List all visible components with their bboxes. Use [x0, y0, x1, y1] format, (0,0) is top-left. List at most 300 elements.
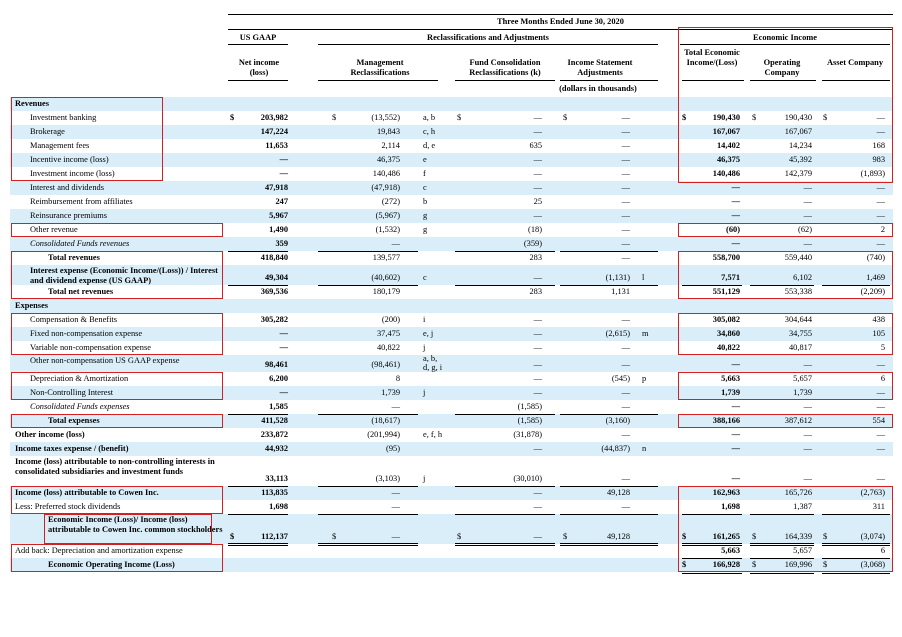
note-reference: e, j: [423, 329, 434, 338]
value-cell: (40,602): [371, 273, 400, 282]
dash-cell: —: [533, 169, 542, 178]
dash-cell: —: [621, 197, 630, 206]
subtotal-rule: [560, 486, 658, 487]
value-cell: 180,179: [372, 287, 400, 296]
ei-double-rule: [682, 573, 742, 574]
dash-cell: —: [876, 197, 885, 206]
value-cell: 554: [872, 416, 885, 425]
value-cell: 33,113: [265, 474, 288, 483]
row-label: Income taxes expense / (benefit): [15, 444, 129, 453]
subtotal-rule: [228, 251, 288, 252]
row-label: Less: Preferred stock dividends: [15, 502, 121, 511]
dollar-sign: $: [752, 532, 757, 541]
dollar-sign: $: [682, 560, 687, 569]
value-cell: (272): [381, 197, 400, 206]
value-cell: 11,653: [265, 141, 288, 150]
value-cell: 283: [529, 253, 542, 262]
dash-cell: —: [876, 388, 885, 397]
dash-cell: —: [876, 402, 885, 411]
col-asset-company: Asset Company: [826, 58, 884, 67]
value-cell: 164,339: [784, 532, 812, 541]
dollar-sign: $: [823, 560, 828, 569]
value-cell: (31,878): [513, 430, 542, 439]
value-cell: 1,585: [269, 402, 288, 411]
dash-cell: —: [533, 388, 542, 397]
subtotal-rule: [455, 285, 555, 286]
economic-income-header: Economic Income: [753, 33, 817, 42]
dash-cell: —: [876, 211, 885, 220]
value-cell: 162,963: [712, 488, 740, 497]
highlight-box: [11, 313, 223, 355]
dash-cell: —: [803, 183, 812, 192]
value-cell: (3,074): [860, 532, 885, 541]
value-cell: 190,430: [784, 113, 812, 122]
value-cell: 6: [880, 546, 885, 555]
dash-cell: —: [621, 253, 630, 262]
value-cell: 635: [529, 141, 542, 150]
value-cell: 165,726: [784, 488, 812, 497]
row-label: Other non-compensation US GAAP expense: [30, 356, 180, 365]
value-cell: (545): [611, 374, 630, 383]
dash-cell: —: [621, 155, 630, 164]
dash-cell: —: [533, 488, 542, 497]
value-cell: 5,663: [721, 546, 740, 555]
dash-cell: —: [731, 430, 740, 439]
dash-cell: —: [533, 273, 542, 282]
value-cell: (3,160): [605, 416, 630, 425]
value-cell: 2,114: [381, 141, 400, 150]
value-cell: (201,994): [367, 430, 400, 439]
value-cell: 168: [872, 141, 885, 150]
value-cell: 166,928: [712, 560, 740, 569]
dollar-sign: $: [230, 113, 235, 122]
subtotal-rule: [318, 251, 418, 252]
value-cell: 551,129: [712, 287, 740, 296]
col-mgmt-reclass: Management Reclassifications: [350, 58, 410, 77]
highlight-box: [678, 486, 893, 572]
dash-cell: —: [391, 402, 400, 411]
dash-cell: —: [876, 360, 885, 369]
value-cell: (1,585): [517, 402, 542, 411]
subtotal-rule: [228, 285, 288, 286]
row-label: Variable non-compensation expense: [30, 343, 151, 352]
dash-cell: —: [731, 402, 740, 411]
dollar-sign: $: [823, 532, 828, 541]
dash-cell: —: [621, 402, 630, 411]
dash-cell: —: [533, 374, 542, 383]
row-label: Economic Income (Loss)/ Income (loss) attributable to Cowen Inc. common stockholders: [48, 515, 223, 534]
dash-cell: —: [876, 444, 885, 453]
subtotal-rule: [228, 414, 288, 415]
value-cell: 553,338: [784, 287, 812, 296]
dash-cell: —: [876, 113, 885, 122]
value-cell: 140,486: [712, 169, 740, 178]
highlight-box: [11, 223, 223, 237]
note-reference: c: [423, 183, 427, 192]
dash-cell: —: [803, 197, 812, 206]
row-label: Compensation & Benefits: [30, 315, 117, 324]
value-cell: (2,615): [605, 329, 630, 338]
value-cell: 2: [880, 225, 885, 234]
dash-cell: —: [621, 141, 630, 150]
value-cell: 190,430: [712, 113, 740, 122]
value-cell: 147,224: [260, 127, 288, 136]
dash-cell: —: [533, 502, 542, 511]
highlight-box: [678, 313, 893, 355]
highlight-box: [11, 372, 223, 400]
dash-cell: —: [533, 315, 542, 324]
dash-cell: —: [803, 430, 812, 439]
dash-cell: —: [876, 183, 885, 192]
value-cell: 359: [275, 239, 288, 248]
value-cell: (47,918): [371, 183, 400, 192]
value-cell: 44,932: [264, 444, 288, 453]
row-label: Consolidated Funds revenues: [30, 239, 130, 248]
value-cell: 139,577: [372, 253, 400, 262]
note-reference: e: [423, 155, 427, 164]
dash-cell: —: [533, 113, 542, 122]
dash-cell: —: [731, 360, 740, 369]
highlight-box: [678, 27, 893, 183]
subtotal-rule: [318, 514, 418, 515]
value-cell: 388,166: [712, 416, 740, 425]
highlight-box: [44, 514, 212, 544]
value-cell: (18): [528, 225, 542, 234]
highlight-box: [11, 414, 223, 428]
dash-cell: —: [391, 532, 400, 541]
dash-cell: —: [621, 360, 630, 369]
value-cell: 49,304: [264, 273, 288, 282]
subtotal-rule: [228, 486, 288, 487]
note-reference: n: [642, 444, 647, 453]
value-cell: (1,893): [860, 169, 885, 178]
row-label: Investment income (loss): [30, 169, 115, 178]
value-cell: 113,835: [261, 488, 288, 497]
row-label: Total net revenues: [48, 287, 114, 296]
note-reference: g: [423, 211, 428, 220]
note-reference: j: [423, 474, 426, 483]
dash-cell: —: [803, 474, 812, 483]
value-cell: 14,234: [788, 141, 812, 150]
value-cell: 40,822: [716, 343, 740, 352]
dollar-sign: $: [823, 113, 828, 122]
dollar-sign: $: [752, 113, 757, 122]
dash-cell: —: [621, 211, 630, 220]
dash-cell: —: [533, 211, 542, 220]
value-cell: 34,755: [788, 329, 812, 338]
units-label: (dollars in thousands): [559, 84, 637, 93]
us-gaap-header: US GAAP: [239, 33, 277, 42]
row-label: Total expenses: [48, 416, 100, 425]
row-label: Consolidated Funds expenses: [30, 402, 130, 411]
value-cell: 45,392: [788, 155, 812, 164]
value-cell: 167,067: [712, 127, 740, 136]
dollar-sign: $: [752, 560, 757, 569]
highlight-box: [678, 372, 893, 400]
subtotal-rule: [455, 414, 555, 415]
value-cell: (44,837): [601, 444, 630, 453]
value-cell: 438: [872, 315, 885, 324]
value-cell: 559,440: [784, 253, 812, 262]
value-cell: 283: [529, 287, 542, 296]
dash-cell: —: [533, 360, 542, 369]
dash-cell: —: [391, 502, 400, 511]
highlight-box: [678, 251, 893, 299]
value-cell: 37,475: [376, 329, 400, 338]
value-cell: 233,872: [260, 430, 288, 439]
subtotal-rule: [455, 251, 555, 252]
value-cell: 411,528: [261, 416, 288, 425]
value-cell: 1,698: [269, 502, 288, 511]
value-cell: 1,739: [381, 388, 400, 397]
value-cell: 983: [872, 155, 885, 164]
value-cell: 311: [872, 502, 885, 511]
value-cell: 140,486: [372, 169, 400, 178]
row-label: Investment banking: [30, 113, 97, 122]
value-cell: 142,379: [784, 169, 812, 178]
value-cell: 105: [872, 329, 885, 338]
note-reference: m: [642, 329, 649, 338]
row-label: Other revenue: [30, 225, 78, 234]
dash-cell: —: [731, 444, 740, 453]
value-cell: (5,967): [375, 211, 400, 220]
dash-cell: —: [533, 343, 542, 352]
note-reference: j: [423, 343, 426, 352]
highlight-box: [11, 97, 163, 181]
dash-cell: —: [731, 197, 740, 206]
value-cell: (95): [386, 444, 400, 453]
value-cell: 47,918: [264, 183, 288, 192]
row-label: Income (loss) attributable to Cowen Inc.: [15, 488, 159, 497]
subtotal-rule: [455, 486, 555, 487]
dash-cell: —: [876, 239, 885, 248]
dash-cell: —: [533, 532, 542, 541]
value-cell: (30,010): [513, 474, 542, 483]
dash-cell: —: [533, 183, 542, 192]
value-cell: 5,657: [793, 374, 812, 383]
value-cell: 6,102: [793, 273, 812, 282]
value-cell: 112,137: [261, 532, 288, 541]
value-cell: 6: [880, 374, 885, 383]
dash-cell: —: [731, 474, 740, 483]
ei-double-rule: [750, 573, 814, 574]
value-cell: 1,469: [866, 273, 885, 282]
note-reference: b: [423, 197, 428, 206]
reclass-header: Reclassifications and Adjustments: [427, 33, 549, 42]
value-cell: (98,461): [371, 360, 400, 369]
value-cell: 34,860: [716, 329, 740, 338]
total-rule: [318, 543, 418, 544]
dash-cell: —: [621, 343, 630, 352]
value-cell: (13,552): [371, 113, 400, 122]
value-cell: 46,375: [716, 155, 740, 164]
total-rule: [318, 545, 418, 546]
note-reference: j: [423, 388, 426, 397]
note-reference: p: [642, 374, 647, 383]
row-label: Economic Operating Income (Loss): [48, 560, 175, 569]
value-cell: 1,131: [611, 287, 630, 296]
value-cell: 418,840: [260, 253, 288, 262]
dollar-sign: $: [332, 532, 337, 541]
dollar-sign: $: [457, 113, 462, 122]
dash-cell: —: [621, 127, 630, 136]
value-cell: (62): [798, 225, 812, 234]
period-title: Three Months Ended June 30, 2020: [497, 17, 624, 26]
row-label: Add back: Depreciation and amortization expense: [15, 546, 183, 555]
dollar-sign: $: [682, 532, 687, 541]
dash-cell: —: [533, 155, 542, 164]
value-cell: 304,644: [784, 315, 812, 324]
row-label: Income (loss) attributable to non-controlling interests in consolidated subsidiaries and investment funds: [15, 457, 215, 476]
value-cell: 5,663: [721, 374, 740, 383]
value-cell: 8: [395, 374, 400, 383]
row-label: Interest and dividends: [30, 183, 104, 192]
value-cell: (740): [866, 253, 885, 262]
dash-cell: —: [621, 183, 630, 192]
dash-cell: —: [876, 474, 885, 483]
value-cell: (60): [726, 225, 740, 234]
total-rule: [455, 545, 555, 546]
value-cell: 5: [880, 343, 885, 352]
dollar-sign: $: [332, 113, 337, 122]
row-label: Other income (loss): [15, 430, 85, 439]
dash-cell: —: [731, 183, 740, 192]
subtotal-rule: [560, 514, 658, 515]
dash-cell: —: [533, 444, 542, 453]
dash-cell: —: [621, 315, 630, 324]
dollar-sign: $: [563, 532, 568, 541]
value-cell: 40,817: [788, 343, 812, 352]
note-reference: c: [423, 273, 427, 282]
note-reference: c, h: [423, 127, 436, 136]
value-cell: 1,490: [269, 225, 288, 234]
value-cell: 6,200: [269, 374, 288, 383]
subtotal-rule: [560, 285, 658, 286]
dash-cell: —: [533, 127, 542, 136]
value-cell: 46,375: [376, 155, 400, 164]
dash-cell: —: [803, 402, 812, 411]
dash-cell: —: [279, 169, 288, 178]
value-cell: 169,996: [784, 560, 812, 569]
note-reference: f: [423, 169, 426, 178]
subtotal-rule: [318, 285, 418, 286]
value-cell: 14,402: [716, 141, 740, 150]
value-cell: 25: [533, 197, 542, 206]
value-cell: (18,617): [371, 416, 400, 425]
value-cell: 369,536: [260, 287, 288, 296]
row-label: Interest expense (Economic Income/(Loss)) / Interest and dividend expense (US GAAP): [30, 266, 218, 285]
note-reference: g: [423, 225, 428, 234]
col-total-economic: Total Economic Income/(Loss): [684, 48, 740, 67]
row-label: Management fees: [30, 141, 90, 150]
dollar-sign: $: [682, 113, 687, 122]
col-net-income: Net income (loss): [238, 58, 280, 77]
dash-cell: —: [803, 211, 812, 220]
value-cell: 1,387: [793, 502, 812, 511]
value-cell: 5,657: [793, 546, 812, 555]
dash-cell: —: [621, 169, 630, 178]
dash-cell: —: [391, 488, 400, 497]
dollar-sign: $: [230, 532, 235, 541]
note-reference: a, b: [423, 113, 436, 122]
value-cell: 305,282: [260, 315, 288, 324]
dollar-sign: $: [457, 532, 462, 541]
row-label: Incentive income (loss): [30, 155, 109, 164]
highlight-box: [11, 251, 223, 299]
value-cell: 558,700: [712, 253, 740, 262]
value-cell: 387,612: [784, 416, 812, 425]
subtotal-rule: [318, 414, 418, 415]
dollar-sign: $: [563, 113, 568, 122]
row-label: Fixed non-compensation expense: [30, 329, 143, 338]
value-cell: (359): [523, 239, 542, 248]
row-label: Reimbursement from affiliates: [30, 197, 133, 206]
subtotal-rule: [560, 251, 658, 252]
value-cell: 7,571: [721, 273, 740, 282]
total-rule: [560, 545, 658, 546]
value-cell: (3,068): [860, 560, 885, 569]
note-reference: l: [642, 273, 645, 282]
dash-cell: —: [731, 239, 740, 248]
row-label: Revenues: [15, 99, 49, 108]
total-rule: [228, 545, 288, 546]
dash-cell: —: [621, 474, 630, 483]
dash-cell: —: [803, 239, 812, 248]
subtotal-rule: [455, 514, 555, 515]
row-shade: [10, 299, 893, 313]
row-label: Depreciation & Amortization: [30, 374, 129, 383]
value-cell: (2,763): [860, 488, 885, 497]
subtotal-rule: [228, 514, 288, 515]
total-rule: [455, 543, 555, 544]
note-reference: i: [423, 315, 426, 324]
value-cell: 5,967: [269, 211, 288, 220]
value-cell: (200): [381, 315, 400, 324]
col-operating-company: Operating Company: [763, 58, 801, 77]
dash-cell: —: [391, 239, 400, 248]
value-cell: (1,131): [605, 273, 630, 282]
dash-cell: —: [621, 225, 630, 234]
value-cell: 247: [275, 197, 288, 206]
row-label: Reinsurance premiums: [30, 211, 107, 220]
highlight-box: [11, 486, 223, 514]
value-cell: 49,128: [606, 488, 630, 497]
col-fund-consolidation: Fund Consolidation Reclassifications (k): [469, 58, 541, 77]
ei-double-rule: [822, 573, 890, 574]
row-label: Total revenues: [48, 253, 100, 262]
dash-cell: —: [731, 211, 740, 220]
value-cell: 161,265: [712, 532, 740, 541]
value-cell: 19,843: [376, 127, 400, 136]
row-label: Non-Controlling Interest: [30, 388, 114, 397]
value-cell: 40,822: [376, 343, 400, 352]
dash-cell: —: [876, 127, 885, 136]
row-label: Expenses: [15, 301, 49, 310]
highlight-box: [678, 223, 893, 237]
total-rule: [228, 543, 288, 544]
dash-cell: —: [533, 329, 542, 338]
value-cell: (2,209): [860, 287, 885, 296]
value-cell: 49,128: [606, 532, 630, 541]
dash-cell: —: [279, 388, 288, 397]
dash-cell: —: [803, 360, 812, 369]
col-income-statement-adj: Income Statement Adjustments: [567, 58, 633, 77]
dash-cell: —: [621, 388, 630, 397]
total-rule: [560, 543, 658, 544]
note-reference: d, e: [423, 141, 436, 150]
value-cell: 167,067: [784, 127, 812, 136]
subtotal-rule: [560, 414, 658, 415]
